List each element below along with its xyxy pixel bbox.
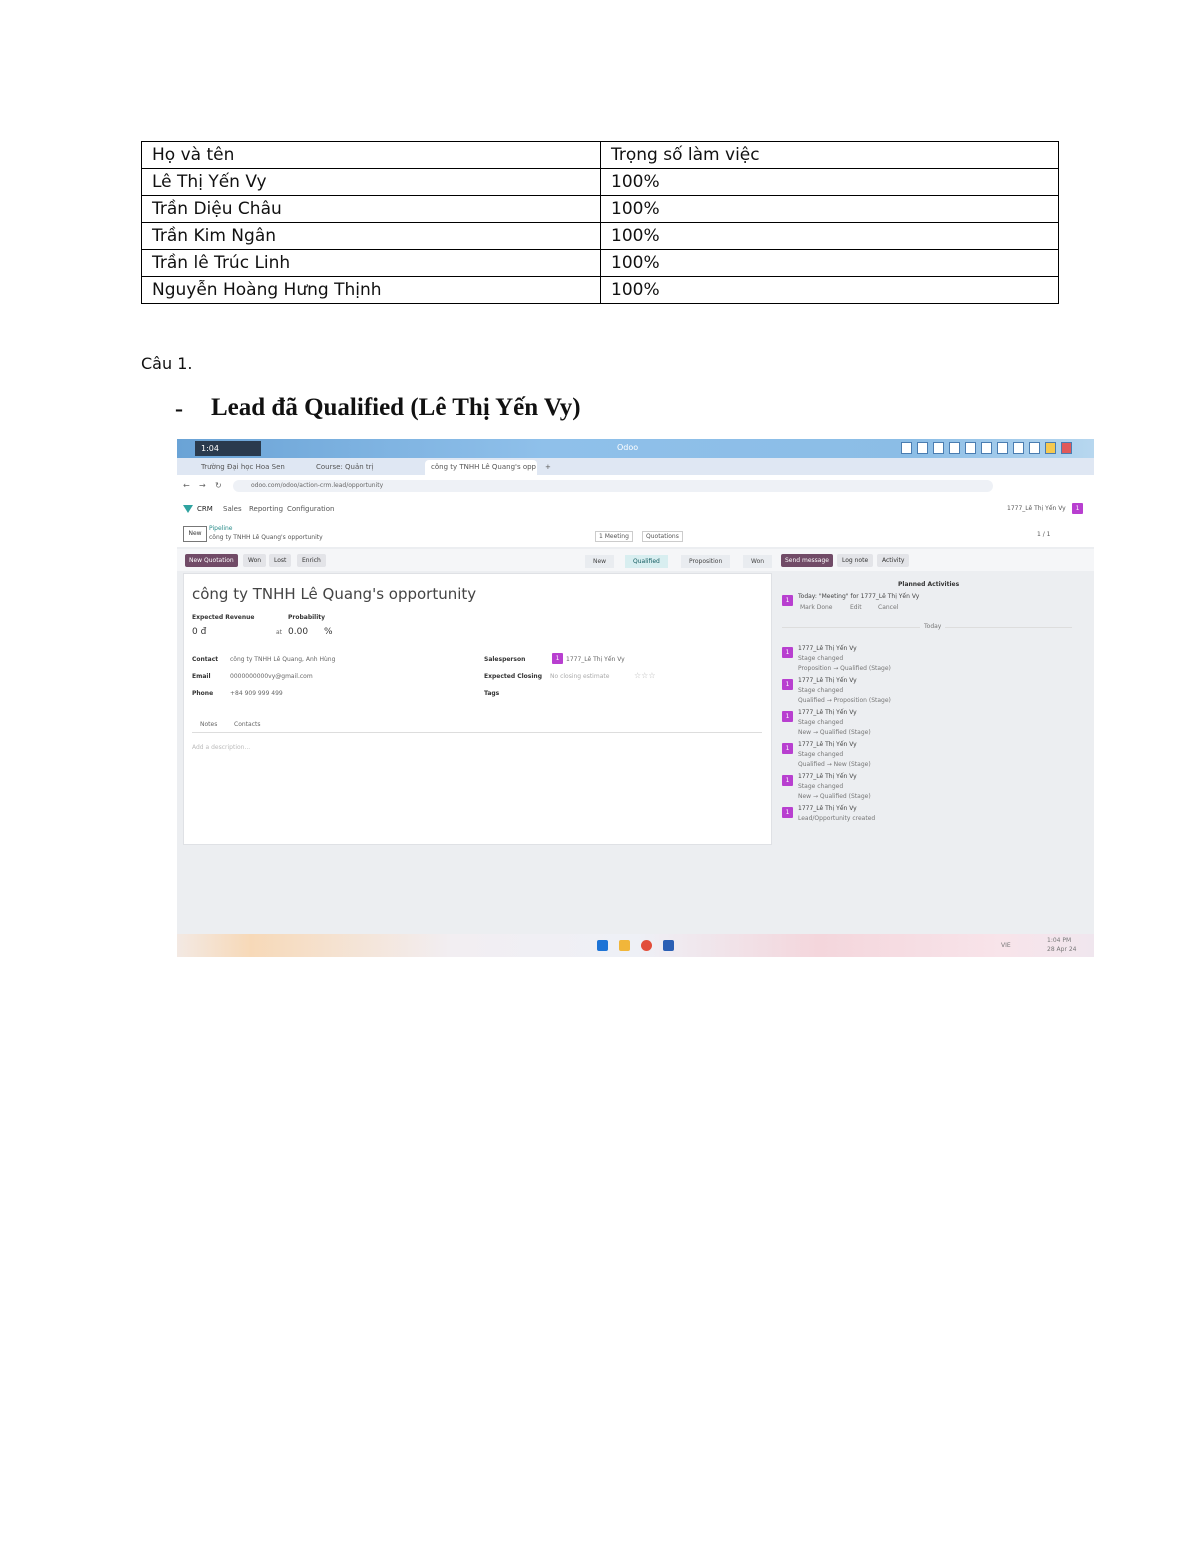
toolbar-icon[interactable] bbox=[997, 442, 1008, 454]
back-icon[interactable]: ← bbox=[183, 481, 190, 490]
browser-tabbar bbox=[177, 458, 1094, 475]
enrich-button[interactable]: Enrich bbox=[297, 554, 326, 567]
tags-label: Tags bbox=[484, 690, 500, 697]
table-cell: Lê Thị Yến Vy bbox=[142, 169, 601, 196]
meeting-smart-button[interactable]: 1 Meeting bbox=[595, 531, 633, 542]
toolbar-icon[interactable] bbox=[933, 442, 944, 454]
table-row bbox=[142, 196, 1059, 223]
file-explorer-icon[interactable] bbox=[619, 940, 630, 951]
log-author: 1777_Lê Thị Yến Vy bbox=[798, 645, 857, 652]
pager: 1 / 1 bbox=[1037, 531, 1051, 538]
edit-link[interactable]: Edit bbox=[850, 604, 862, 611]
new-tab-icon[interactable]: + bbox=[545, 463, 551, 471]
log-avatar: 1 bbox=[782, 647, 793, 658]
table-header-row bbox=[142, 142, 1059, 169]
percent-sign: % bbox=[324, 627, 333, 637]
odoo-screenshot bbox=[177, 439, 1094, 957]
clock-widget: 1:04 bbox=[195, 441, 261, 456]
probability-value[interactable]: 0.00 bbox=[288, 627, 309, 637]
log-author: 1777_Lê Thị Yến Vy bbox=[798, 677, 857, 684]
table-cell: Trần Kim Ngân bbox=[142, 223, 601, 250]
table-row bbox=[142, 223, 1059, 250]
log-title: Lead/Opportunity created bbox=[798, 815, 876, 822]
notes-input[interactable]: Add a description... bbox=[192, 744, 251, 751]
tab-contacts[interactable]: Contacts bbox=[234, 721, 261, 728]
table-cell: Trần lê Trúc Linh bbox=[142, 250, 601, 277]
log-author: 1777_Lê Thị Yến Vy bbox=[798, 805, 857, 812]
mark-done-link[interactable]: Mark Done bbox=[800, 604, 833, 611]
log-author: 1777_Lê Thị Yến Vy bbox=[798, 741, 857, 748]
menu-item-reporting[interactable]: Reporting bbox=[249, 505, 284, 513]
log-change: Proposition → Qualified (Stage) bbox=[798, 665, 891, 672]
tab-notes[interactable]: Notes bbox=[200, 721, 218, 728]
app-name[interactable]: CRM bbox=[197, 505, 213, 513]
phone-field[interactable]: +84 909 999 499 bbox=[230, 690, 283, 697]
breadcrumb-parent[interactable]: Pipeline bbox=[209, 525, 233, 532]
table-header-cell: Trọng số làm việc bbox=[601, 142, 1059, 169]
table-cell: 100% bbox=[601, 169, 1059, 196]
log-title: Stage changed bbox=[798, 751, 844, 758]
at-label: at bbox=[276, 629, 283, 636]
salesperson-field[interactable]: 1777_Lê Thị Yến Vy bbox=[566, 656, 625, 663]
breadcrumb-current: công ty TNHH Lê Quang's opportunity bbox=[209, 534, 323, 541]
new-button[interactable]: New bbox=[183, 526, 207, 542]
odoo-navbar bbox=[177, 497, 1094, 522]
bullet-dash: - bbox=[175, 396, 183, 422]
log-avatar: 1 bbox=[782, 807, 793, 818]
reload-icon[interactable]: ↻ bbox=[215, 481, 222, 490]
url-input[interactable]: odoo.com/odoo/action-crm.lead/opportunity bbox=[233, 480, 993, 492]
table-cell: Trần Diệu Châu bbox=[142, 196, 601, 223]
table-row bbox=[142, 169, 1059, 196]
activity-avatar: 1 bbox=[782, 595, 793, 606]
user-name[interactable]: 1777_Lê Thị Yến Vy bbox=[1007, 505, 1066, 512]
probability-label: Probability bbox=[288, 614, 326, 621]
stage-new[interactable]: New bbox=[585, 555, 614, 568]
email-field[interactable]: 0000000000vy@gmail.com bbox=[230, 673, 313, 680]
send-message-button[interactable]: Send message bbox=[781, 554, 833, 567]
log-avatar: 1 bbox=[782, 775, 793, 786]
user-avatar[interactable]: 1 bbox=[1072, 503, 1083, 514]
table-cell: 100% bbox=[601, 196, 1059, 223]
taskbar-time[interactable]: 1:04 PM bbox=[1047, 937, 1072, 944]
stage-qualified[interactable]: Qualified bbox=[625, 555, 668, 568]
table-cell: 100% bbox=[601, 223, 1059, 250]
planned-activities-title[interactable]: Planned Activities bbox=[898, 581, 960, 588]
activity-button[interactable]: Activity bbox=[877, 554, 909, 567]
expected-closing-label: Expected Closing bbox=[484, 673, 542, 680]
opportunity-title[interactable]: công ty TNHH Lê Quang's opportunity bbox=[192, 585, 477, 603]
priority-stars-icon[interactable]: ☆☆☆ bbox=[634, 671, 656, 680]
taskbar-date[interactable]: 28 Apr 24 bbox=[1047, 946, 1077, 953]
log-title: Stage changed bbox=[798, 687, 844, 694]
notes-tabs bbox=[192, 716, 762, 733]
question-label: Câu 1. bbox=[141, 354, 193, 373]
log-title: Stage changed bbox=[798, 783, 844, 790]
log-author: 1777_Lê Thị Yến Vy bbox=[798, 709, 857, 716]
email-label: Email bbox=[192, 673, 211, 680]
word-icon[interactable] bbox=[663, 940, 674, 951]
menu-item-configuration[interactable]: Configuration bbox=[287, 505, 335, 513]
new-quotation-button[interactable]: New Quotation bbox=[185, 554, 238, 567]
language-indicator[interactable]: VIE bbox=[1001, 942, 1011, 949]
toolbar-icon[interactable] bbox=[1029, 442, 1040, 454]
log-avatar: 1 bbox=[782, 679, 793, 690]
window-titlebar bbox=[177, 439, 1094, 458]
windows-taskbar bbox=[177, 934, 1094, 957]
log-title: Stage changed bbox=[798, 655, 844, 662]
lost-button[interactable]: Lost bbox=[269, 554, 291, 567]
browser-tab-active[interactable]: công ty TNHH Lê Quang's opp bbox=[425, 460, 537, 475]
chatter-panel bbox=[778, 573, 1088, 873]
start-icon[interactable] bbox=[597, 940, 608, 951]
address-bar bbox=[177, 475, 1094, 498]
section-heading: Lead đã Qualified (Lê Thị Yến Vy) bbox=[211, 394, 581, 421]
expected-closing-field[interactable]: No closing estimate bbox=[550, 673, 610, 680]
crm-logo-icon bbox=[183, 505, 193, 513]
cancel-link[interactable]: Cancel bbox=[878, 604, 899, 611]
log-title: Stage changed bbox=[798, 719, 844, 726]
toolbar-icon[interactable] bbox=[965, 442, 976, 454]
won-button[interactable]: Won bbox=[243, 554, 266, 567]
table-cell: 100% bbox=[601, 277, 1059, 304]
table-row bbox=[142, 277, 1059, 304]
opportunity-form bbox=[183, 573, 772, 845]
log-avatar: 1 bbox=[782, 711, 793, 722]
work-weight-table bbox=[141, 141, 1059, 304]
table-header-cell: Họ và tên bbox=[142, 142, 601, 169]
toolbar-icon[interactable] bbox=[1013, 442, 1024, 454]
log-change: Qualified → Proposition (Stage) bbox=[798, 697, 891, 704]
expected-revenue-label: Expected Revenue bbox=[192, 614, 255, 621]
expected-revenue-value[interactable]: 0 đ bbox=[192, 627, 207, 637]
toolbar-icon[interactable] bbox=[1045, 442, 1056, 454]
table-cell: Nguyễn Hoàng Hưng Thịnh bbox=[142, 277, 601, 304]
window-title: Odoo bbox=[617, 443, 639, 452]
contact-label: Contact bbox=[192, 656, 219, 663]
stage-won[interactable]: Won bbox=[743, 555, 772, 568]
salesperson-avatar: 1 bbox=[552, 653, 563, 664]
salesperson-label: Salesperson bbox=[484, 656, 526, 663]
browser-tab[interactable]: Course: Quản trị bbox=[316, 463, 374, 471]
log-change: New → Qualified (Stage) bbox=[798, 793, 871, 800]
table-cell: 100% bbox=[601, 250, 1059, 277]
stage-proposition[interactable]: Proposition bbox=[681, 555, 730, 568]
toolbar-icon[interactable] bbox=[917, 442, 928, 454]
phone-label: Phone bbox=[192, 690, 214, 697]
log-change: Qualified → New (Stage) bbox=[798, 761, 871, 768]
log-note-button[interactable]: Log note bbox=[837, 554, 873, 567]
menu-item-sales[interactable]: Sales bbox=[223, 505, 242, 513]
today-divider-label: Today bbox=[920, 623, 945, 630]
planned-activity-text: Today: "Meeting" for 1777_Lê Thị Yến Vy bbox=[798, 593, 920, 600]
browser-tab[interactable]: Trường Đại học Hoa Sen bbox=[201, 463, 285, 471]
control-panel bbox=[177, 521, 1094, 547]
log-author: 1777_Lê Thị Yến Vy bbox=[798, 773, 857, 780]
log-change: New → Qualified (Stage) bbox=[798, 729, 871, 736]
quotations-smart-button[interactable]: Quotations bbox=[642, 531, 683, 542]
table-row bbox=[142, 250, 1059, 277]
chrome-icon[interactable] bbox=[641, 940, 652, 951]
close-icon[interactable] bbox=[1061, 442, 1072, 454]
toolbar-icon[interactable] bbox=[901, 442, 912, 454]
log-avatar: 1 bbox=[782, 743, 793, 754]
toolbar-icon[interactable] bbox=[949, 442, 960, 454]
forward-icon[interactable]: → bbox=[199, 481, 206, 490]
toolbar-icon[interactable] bbox=[981, 442, 992, 454]
contact-field[interactable]: công ty TNHH Lê Quang, Anh Hùng bbox=[230, 656, 336, 663]
